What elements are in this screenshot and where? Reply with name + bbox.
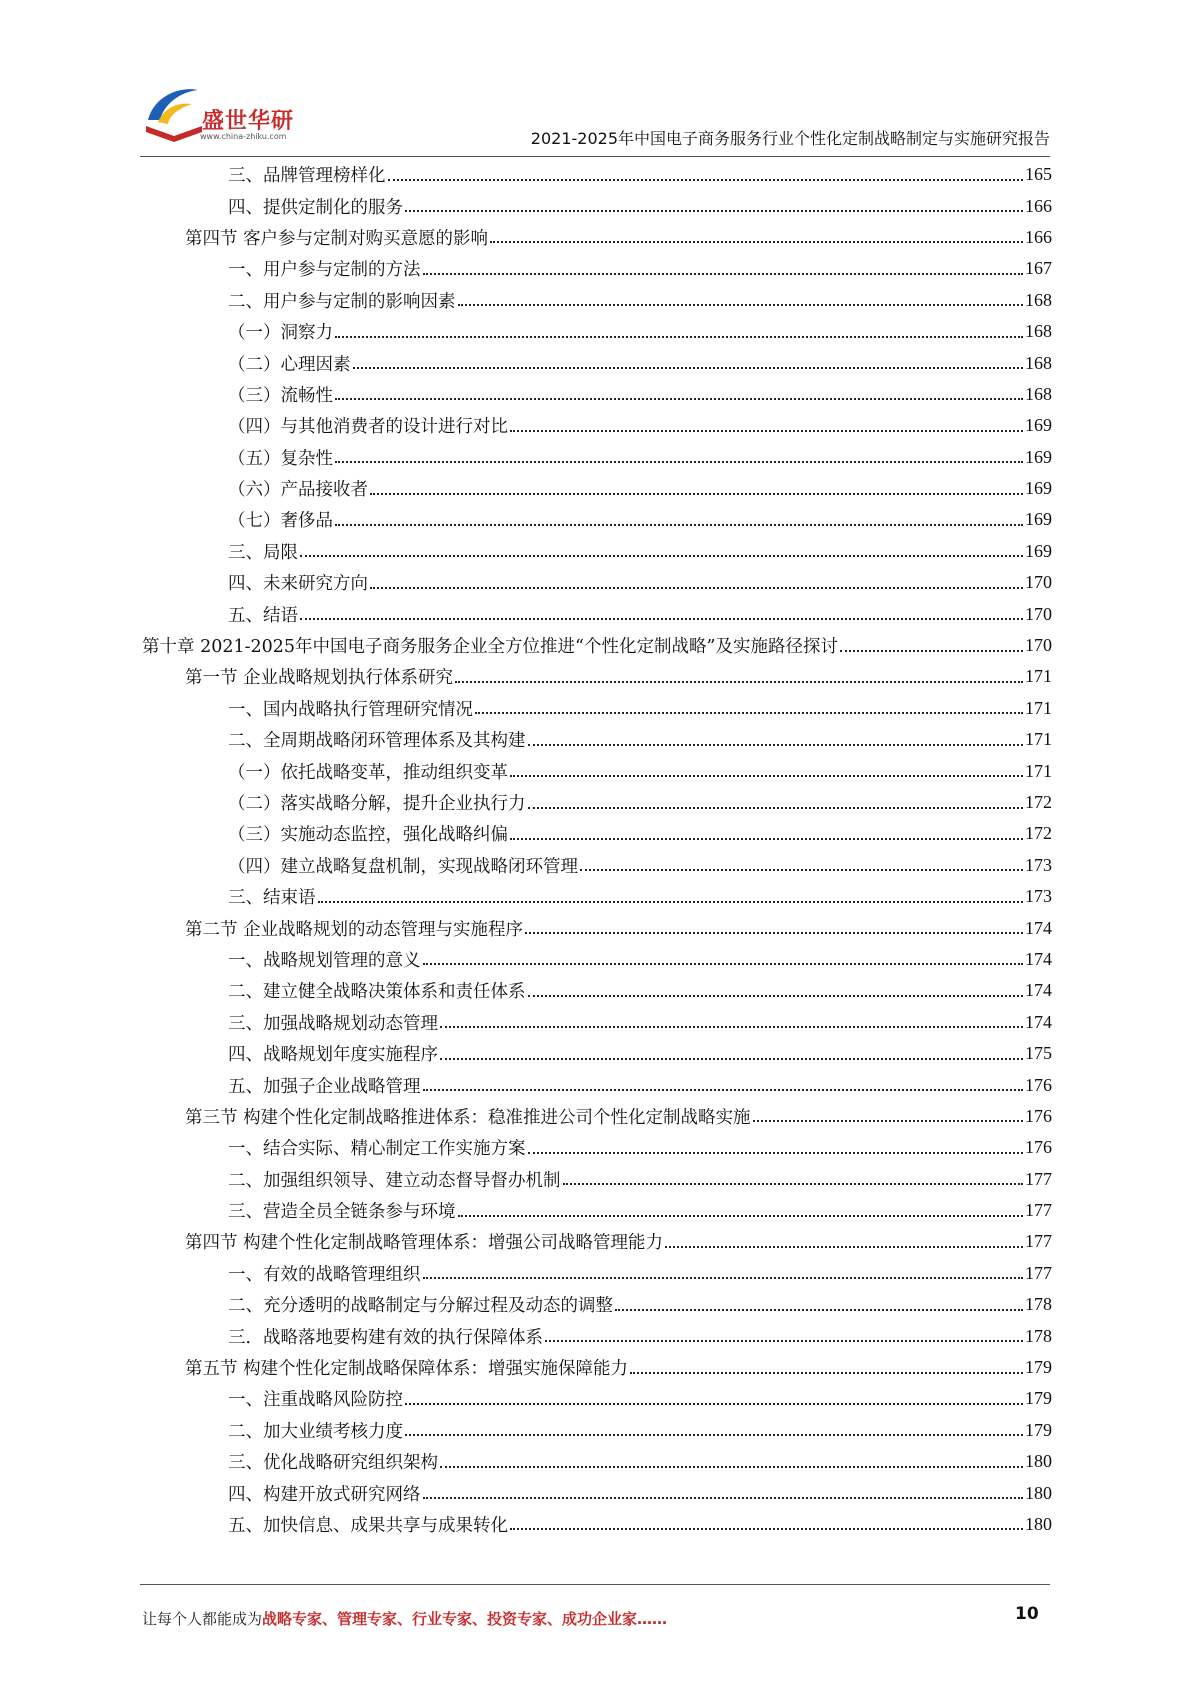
toc-entry[interactable] xyxy=(142,881,1052,912)
toc-entry-title: 第四节 客户参与定制对购买意愿的影响 xyxy=(185,228,489,249)
toc-dot-leader xyxy=(563,1183,1024,1185)
toc-entry-title: （一）依托战略变革，推动组织变革 xyxy=(228,762,508,783)
toc-entry-title: 第三节 构建个性化定制战略推进体系：稳准推进公司个性化定制战略实施 xyxy=(185,1107,751,1128)
toc-dot-leader xyxy=(528,995,1024,997)
toc-entry[interactable] xyxy=(142,1007,1052,1038)
toc-entry-page: 172 xyxy=(1025,823,1052,844)
toc-dot-leader xyxy=(528,1152,1024,1154)
toc-entry-title: 一、有效的战略管理组织 xyxy=(228,1264,421,1285)
toc-entry-page: 168 xyxy=(1025,289,1052,310)
toc-entry-page: 174 xyxy=(1025,948,1052,969)
toc-dot-leader xyxy=(405,1434,1023,1436)
toc-dot-leader xyxy=(528,744,1024,746)
toc-dot-leader xyxy=(423,1277,1024,1279)
toc-entry-page: 170 xyxy=(1025,635,1052,656)
toc-dot-leader xyxy=(455,681,1023,683)
toc-entry[interactable] xyxy=(142,1383,1052,1414)
toc-entry[interactable] xyxy=(142,1477,1052,1508)
toc-entry[interactable] xyxy=(142,504,1052,535)
toc-entry[interactable] xyxy=(142,1038,1052,1069)
toc-entry-page: 171 xyxy=(1025,697,1052,718)
toc-entry-page: 168 xyxy=(1025,352,1052,373)
toc-entry-page: 171 xyxy=(1025,729,1052,750)
toc-entry-page: 176 xyxy=(1025,1074,1052,1095)
toc-dot-leader xyxy=(545,1340,1023,1342)
toc-entry-page: 173 xyxy=(1025,886,1052,907)
toc-entry[interactable] xyxy=(142,850,1052,881)
toc-entry-page: 171 xyxy=(1025,760,1052,781)
toc-entry[interactable] xyxy=(142,473,1052,504)
toc-dot-leader xyxy=(405,1403,1023,1405)
toc-dot-leader xyxy=(300,555,1023,557)
toc-entry[interactable] xyxy=(142,1226,1052,1257)
toc-dot-leader xyxy=(665,1246,1023,1248)
page-header xyxy=(140,78,1050,158)
toc-entry[interactable] xyxy=(142,347,1052,378)
toc-entry-page: 167 xyxy=(1025,258,1052,279)
toc-dot-leader xyxy=(490,241,1023,243)
toc-entry-page: 165 xyxy=(1025,164,1052,185)
toc-entry-page: 173 xyxy=(1025,854,1052,875)
toc-dot-leader xyxy=(753,1120,1023,1122)
toc-entry-title: 三、营造全员全链条参与环境 xyxy=(228,1202,456,1223)
toc-entry[interactable] xyxy=(142,567,1052,598)
toc-dot-leader xyxy=(840,650,1023,652)
toc-entry-title: 二、用户参与定制的影响因素 xyxy=(228,291,456,312)
toc-dot-leader xyxy=(458,1215,1024,1217)
toc-dot-leader xyxy=(440,1026,1023,1028)
toc-entry-title: 第十章 2021-2025年中国电子商务服务企业全方位推进“个性化定制战略”及实施路径探讨 xyxy=(142,637,838,658)
toc-entry-title: 三．战略落地要构建有效的执行保障体系 xyxy=(228,1327,543,1348)
report-title: 2021-2025年中国电子商务服务行业个性化定制战略制定与实施研究报告 xyxy=(530,129,1050,148)
toc-entry-title: （一）洞察力 xyxy=(228,323,333,344)
toc-entry-title: 五、加强子企业战略管理 xyxy=(228,1076,421,1097)
toc-entry-page: 169 xyxy=(1025,446,1052,467)
toc-entry[interactable] xyxy=(142,1069,1052,1100)
toc-entry-page: 180 xyxy=(1025,1513,1052,1534)
toc-dot-leader xyxy=(458,304,1024,306)
toc-dot-leader xyxy=(423,963,1024,965)
toc-entry[interactable] xyxy=(142,1289,1052,1320)
toc-entry[interactable] xyxy=(142,944,1052,975)
toc-entry-title: 第一节 企业战略规划执行体系研究 xyxy=(185,668,454,689)
page-number: 10 xyxy=(1015,1604,1039,1624)
toc-entry-page: 166 xyxy=(1025,226,1052,247)
toc-entry-page: 179 xyxy=(1025,1388,1052,1409)
toc-dot-leader xyxy=(405,210,1023,212)
toc-entry-title: （五）复杂性 xyxy=(228,448,333,469)
toc-dot-leader xyxy=(388,179,1024,181)
toc-entry[interactable] xyxy=(142,630,1052,661)
footer-divider xyxy=(140,1584,1050,1585)
toc-dot-leader xyxy=(440,1466,1023,1468)
logo-website: www.china-zhiku.com xyxy=(200,132,287,141)
toc-entry-title: 二、充分透明的战略制定与分解过程及动态的调整 xyxy=(228,1296,613,1317)
company-logo xyxy=(140,78,310,148)
toc-entry-page: 174 xyxy=(1025,980,1052,1001)
toc-entry-title: （四）与其他消费者的设计进行对比 xyxy=(228,417,508,438)
toc-entry-page: 177 xyxy=(1025,1200,1052,1221)
toc-entry[interactable] xyxy=(142,912,1052,943)
toc-entry-title: 五、结语 xyxy=(228,605,298,626)
toc-entry-title: 一、国内战略执行管理研究情况 xyxy=(228,699,473,720)
toc-entry-page: 174 xyxy=(1025,917,1052,938)
toc-dot-leader xyxy=(510,838,1023,840)
toc-dot-leader xyxy=(528,807,1024,809)
toc-entry-title: 三、加强战略规划动态管理 xyxy=(228,1013,438,1034)
toc-entry-title: 三、局限 xyxy=(228,542,298,563)
toc-entry[interactable] xyxy=(142,1509,1052,1540)
toc-entry-page: 180 xyxy=(1025,1482,1052,1503)
toc-entry-title: （三）流畅性 xyxy=(228,385,333,406)
toc-entry-title: 四、未来研究方向 xyxy=(228,574,368,595)
toc-dot-leader xyxy=(580,869,1023,871)
toc-entry-page: 176 xyxy=(1025,1105,1052,1126)
toc-entry-title: （七）奢侈品 xyxy=(228,511,333,532)
logo-brand-name: 盛世华研 xyxy=(202,109,295,134)
toc-entry[interactable] xyxy=(142,379,1052,410)
toc-entry[interactable] xyxy=(142,1446,1052,1477)
toc-entry-title: 一、战略规划管理的意义 xyxy=(228,950,421,971)
toc-entry-title: 第四节 构建个性化定制战略管理体系：增强公司战略管理能力 xyxy=(185,1233,664,1254)
toc-entry-title: 二、加强组织领导、建立动态督导督办机制 xyxy=(228,1170,561,1191)
toc-entry-page: 175 xyxy=(1025,1043,1052,1064)
toc-entry-title: 四、战略规划年度实施程序 xyxy=(228,1045,438,1066)
toc-entry[interactable] xyxy=(142,1415,1052,1446)
toc-entry-title: 一、用户参与定制的方法 xyxy=(228,260,421,281)
toc-entry-title: 三、结束语 xyxy=(228,888,316,909)
toc-entry-title: 第五节 构建个性化定制战略保障体系：增强实施保障能力 xyxy=(185,1359,629,1380)
toc-dot-leader xyxy=(370,493,1023,495)
toc-entry-title: （二）心理因素 xyxy=(228,354,351,375)
toc-entry[interactable] xyxy=(142,755,1052,786)
toc-dot-leader xyxy=(353,367,1024,369)
footer-slogan-emphasis: 战略专家、管理专家、行业专家、投资专家、成功企业家…… xyxy=(262,1610,668,1628)
header-divider xyxy=(140,156,1050,157)
toc-dot-leader xyxy=(423,1089,1024,1091)
toc-entry[interactable] xyxy=(142,693,1052,724)
toc-entry[interactable] xyxy=(142,724,1052,755)
toc-entry-page: 176 xyxy=(1025,1137,1052,1158)
toc-entry[interactable] xyxy=(142,442,1052,473)
toc-entry-page: 168 xyxy=(1025,383,1052,404)
toc-entry[interactable] xyxy=(142,598,1052,629)
toc-entry-title: 四、构建开放式研究网络 xyxy=(228,1484,421,1505)
toc-entry-page: 169 xyxy=(1025,509,1052,530)
toc-entry-page: 171 xyxy=(1025,666,1052,687)
toc-entry-page: 172 xyxy=(1025,792,1052,812)
toc-entry-title: （二）落实战略分解，提升企业执行力 xyxy=(228,794,526,814)
toc-entry-title: 四、提供定制化的服务 xyxy=(228,197,403,218)
toc-dot-leader xyxy=(510,1528,1023,1530)
toc-entry-title: 二、建立健全战略决策体系和责任体系 xyxy=(228,982,526,1003)
toc-dot-leader xyxy=(475,712,1023,714)
toc-entry-page: 178 xyxy=(1025,1294,1052,1315)
toc-entry-title: 二、全周期战略闭环管理体系及其构建 xyxy=(228,731,526,752)
toc-entry[interactable] xyxy=(142,1101,1052,1132)
toc-dot-leader xyxy=(335,461,1023,463)
toc-entry-page: 170 xyxy=(1025,572,1052,593)
toc-entry-page: 169 xyxy=(1025,415,1052,436)
toc-dot-leader xyxy=(510,775,1023,777)
toc-dot-leader xyxy=(423,1497,1024,1499)
toc-dot-leader xyxy=(615,1309,1023,1311)
toc-entry-page: 169 xyxy=(1025,540,1052,561)
toc-entry[interactable] xyxy=(142,661,1052,692)
table-of-contents xyxy=(142,159,1052,1540)
toc-dot-leader xyxy=(510,430,1023,432)
toc-entry-page: 174 xyxy=(1025,1011,1052,1032)
toc-dot-leader xyxy=(318,901,1024,903)
toc-entry[interactable] xyxy=(142,222,1052,253)
toc-entry[interactable] xyxy=(142,410,1052,441)
toc-dot-leader xyxy=(335,398,1023,400)
toc-dot-leader xyxy=(525,932,1023,934)
footer-slogan xyxy=(142,1608,667,1629)
toc-entry[interactable] xyxy=(142,1258,1052,1289)
toc-dot-leader xyxy=(335,524,1023,526)
toc-entry-page: 178 xyxy=(1025,1325,1052,1346)
toc-entry-page: 169 xyxy=(1025,478,1052,499)
toc-entry-title: 第二节 企业战略规划的动态管理与实施程序 xyxy=(185,919,524,940)
toc-entry[interactable] xyxy=(142,253,1052,284)
toc-entry[interactable] xyxy=(142,1320,1052,1351)
toc-entry[interactable] xyxy=(142,787,1052,818)
toc-entry-title: 三、优化战略研究组织架构 xyxy=(228,1453,438,1474)
toc-dot-leader xyxy=(423,273,1024,275)
toc-entry-title: 五、加快信息、成果共享与成果转化 xyxy=(228,1515,508,1536)
toc-entry-page: 166 xyxy=(1025,195,1052,216)
toc-entry-title: 一、结合实际、精心制定工作实施方案 xyxy=(228,1139,526,1160)
toc-dot-leader xyxy=(335,336,1023,338)
toc-entry[interactable] xyxy=(142,1352,1052,1383)
toc-entry-page: 170 xyxy=(1025,603,1052,624)
toc-entry[interactable] xyxy=(142,818,1052,849)
footer-slogan-lead: 让每个人都能成为 xyxy=(142,1610,263,1628)
toc-entry[interactable] xyxy=(142,1132,1052,1163)
toc-dot-leader xyxy=(630,1372,1023,1374)
toc-entry-page: 179 xyxy=(1025,1419,1052,1440)
toc-entry-page: 180 xyxy=(1025,1451,1052,1472)
toc-entry-page: 177 xyxy=(1025,1262,1052,1283)
toc-entry[interactable] xyxy=(142,1195,1052,1226)
toc-entry-title: （四）建立战略复盘机制，实现战略闭环管理 xyxy=(228,856,578,877)
toc-entry-title: 二、加大业绩考核力度 xyxy=(228,1421,403,1442)
toc-entry-title: （六）产品接收者 xyxy=(228,480,368,501)
toc-dot-leader xyxy=(300,618,1023,620)
toc-entry[interactable] xyxy=(142,536,1052,567)
toc-entry[interactable] xyxy=(142,316,1052,347)
toc-entry[interactable] xyxy=(142,975,1052,1006)
toc-entry-page: 177 xyxy=(1025,1231,1052,1252)
toc-entry-title: 一、注重战略风险防控 xyxy=(228,1390,403,1411)
toc-dot-leader xyxy=(370,587,1023,589)
toc-entry-page: 168 xyxy=(1025,321,1052,342)
toc-entry[interactable] xyxy=(142,285,1052,316)
toc-dot-leader xyxy=(440,1058,1023,1060)
toc-entry-page: 177 xyxy=(1025,1168,1052,1189)
toc-entry[interactable] xyxy=(142,1164,1052,1195)
toc-entry[interactable] xyxy=(142,159,1052,190)
toc-entry-title: 三、品牌管理榜样化 xyxy=(228,166,386,187)
toc-entry[interactable] xyxy=(142,190,1052,221)
toc-entry-page: 179 xyxy=(1025,1357,1052,1378)
toc-entry-title: （三）实施动态监控，强化战略纠偏 xyxy=(228,825,508,846)
